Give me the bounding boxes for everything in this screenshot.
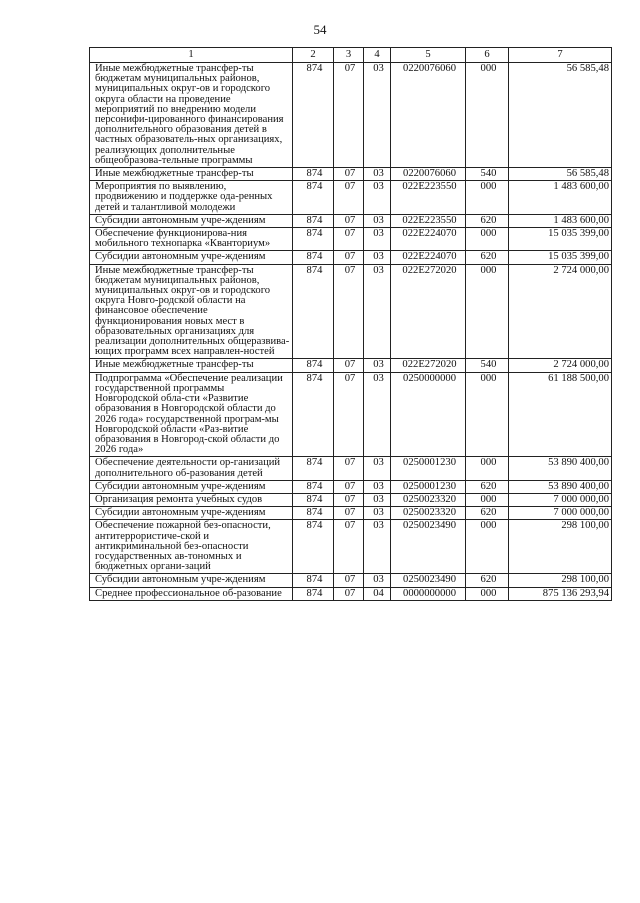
page-number: 54 bbox=[313, 22, 327, 37]
target-article-cell: 0250001230 bbox=[391, 457, 466, 480]
ministry-code-cell: 874 bbox=[293, 480, 334, 493]
expense-type-cell: 620 bbox=[466, 574, 509, 587]
expense-type-cell: 000 bbox=[466, 63, 509, 168]
table-row bbox=[90, 574, 612, 587]
subsection-code-cell: 03 bbox=[364, 480, 391, 493]
target-article-cell: 022Е223550 bbox=[391, 214, 466, 227]
amount-cell: 298 100,00 bbox=[509, 520, 612, 574]
row-name-cell: Мероприятия по выявлению, продвижению и поддержке ода-ренных детей и талантливой молодежи bbox=[90, 181, 293, 215]
table-row bbox=[90, 251, 612, 264]
ministry-code-cell: 874 bbox=[293, 168, 334, 181]
subsection-code-cell: 03 bbox=[364, 457, 391, 480]
ministry-code-cell: 874 bbox=[293, 228, 334, 251]
amount-cell: 7 000 000,00 bbox=[509, 493, 612, 506]
table-row bbox=[90, 457, 612, 480]
subsection-code-cell: 03 bbox=[364, 372, 391, 457]
ministry-code-cell: 874 bbox=[293, 587, 334, 600]
row-name-cell: Субсидии автономным учре-ждениям bbox=[90, 507, 293, 520]
ministry-code-cell: 874 bbox=[293, 520, 334, 574]
row-name-cell: Обеспечение пожарной без-опасности, антитеррористиче-ской и антикриминальной без-опасности государственных ав-тономных и бюджетных органи-заций bbox=[90, 520, 293, 574]
ministry-code-cell: 874 bbox=[293, 63, 334, 168]
table-row bbox=[90, 228, 612, 251]
subsection-code-cell: 03 bbox=[364, 493, 391, 506]
section-code-cell: 07 bbox=[334, 168, 364, 181]
ministry-code-cell: 874 bbox=[293, 574, 334, 587]
section-code-cell: 07 bbox=[334, 520, 364, 574]
subsection-code-cell: 03 bbox=[364, 264, 391, 359]
subsection-code-cell: 03 bbox=[364, 251, 391, 264]
ministry-code-cell: 874 bbox=[293, 251, 334, 264]
table-row bbox=[90, 359, 612, 372]
subsection-code-cell: 03 bbox=[364, 181, 391, 215]
target-article-cell: 022Е272020 bbox=[391, 359, 466, 372]
table-row bbox=[90, 372, 612, 457]
row-name-cell: Иные межбюджетные трансфер-ты бюджетам муниципальных районов, муниципальных округ-ов и городского округа Новго-родской области на финансовое обеспечение функционирования новых мест в образовательных организациях для реализации дополнительных общеразвива-ющих программ всех направлен-ностей bbox=[90, 264, 293, 359]
section-code-cell: 07 bbox=[334, 457, 364, 480]
section-code-cell: 07 bbox=[334, 181, 364, 215]
target-article-cell: 0250023320 bbox=[391, 507, 466, 520]
column-header: 6 bbox=[466, 48, 509, 63]
subsection-code-cell: 03 bbox=[364, 574, 391, 587]
subsection-code-cell: 03 bbox=[364, 507, 391, 520]
target-article-cell: 022Е224070 bbox=[391, 228, 466, 251]
row-name-cell: Среднее профессиональное об-разование bbox=[90, 587, 293, 600]
table-row bbox=[90, 587, 612, 600]
amount-cell: 56 585,48 bbox=[509, 63, 612, 168]
amount-cell: 298 100,00 bbox=[509, 574, 612, 587]
table-row bbox=[90, 493, 612, 506]
amount-cell: 1 483 600,00 bbox=[509, 181, 612, 215]
target-article-cell: 0250023490 bbox=[391, 574, 466, 587]
amount-cell: 7 000 000,00 bbox=[509, 507, 612, 520]
target-article-cell: 0250000000 bbox=[391, 372, 466, 457]
section-code-cell: 07 bbox=[334, 493, 364, 506]
expense-type-cell: 000 bbox=[466, 493, 509, 506]
subsection-code-cell: 03 bbox=[364, 63, 391, 168]
amount-cell: 15 035 399,00 bbox=[509, 228, 612, 251]
row-name-cell: Иные межбюджетные трансфер-ты бюджетам муниципальных районов, муниципальных округ-ов и городского округа области на проведение мероприятий по внедрению модели персонифи-цированного финансирования дополнительного образования детей в частных образователь-ных организациях, реализующих дополнительные общеобразова-тельные программы bbox=[90, 63, 293, 168]
table-row bbox=[90, 63, 612, 168]
subsection-code-cell: 03 bbox=[364, 214, 391, 227]
target-article-cell: 022Е272020 bbox=[391, 264, 466, 359]
amount-cell: 61 188 500,00 bbox=[509, 372, 612, 457]
expense-type-cell: 620 bbox=[466, 251, 509, 264]
target-article-cell: 0250023320 bbox=[391, 493, 466, 506]
subsection-code-cell: 03 bbox=[364, 520, 391, 574]
ministry-code-cell: 874 bbox=[293, 372, 334, 457]
table-row bbox=[90, 168, 612, 181]
section-code-cell: 07 bbox=[334, 214, 364, 227]
expense-type-cell: 000 bbox=[466, 457, 509, 480]
expense-type-cell: 540 bbox=[466, 359, 509, 372]
expense-type-cell: 000 bbox=[466, 264, 509, 359]
table-row bbox=[90, 214, 612, 227]
header-row bbox=[90, 48, 612, 63]
amount-cell: 875 136 293,94 bbox=[509, 587, 612, 600]
table-row bbox=[90, 264, 612, 359]
row-name-cell: Субсидии автономным учре-ждениям bbox=[90, 214, 293, 227]
expense-type-cell: 000 bbox=[466, 372, 509, 457]
amount-cell: 1 483 600,00 bbox=[509, 214, 612, 227]
expense-type-cell: 620 bbox=[466, 214, 509, 227]
table-row bbox=[90, 181, 612, 215]
ministry-code-cell: 874 bbox=[293, 181, 334, 215]
section-code-cell: 07 bbox=[334, 587, 364, 600]
section-code-cell: 07 bbox=[334, 251, 364, 264]
section-code-cell: 07 bbox=[334, 63, 364, 168]
table-row bbox=[90, 520, 612, 574]
row-name-cell: Иные межбюджетные трансфер-ты bbox=[90, 168, 293, 181]
target-article-cell: 0250023490 bbox=[391, 520, 466, 574]
subsection-code-cell: 03 bbox=[364, 228, 391, 251]
row-name-cell: Иные межбюджетные трансфер-ты bbox=[90, 359, 293, 372]
amount-cell: 56 585,48 bbox=[509, 168, 612, 181]
column-header: 2 bbox=[293, 48, 334, 63]
subsection-code-cell: 03 bbox=[364, 359, 391, 372]
column-header: 1 bbox=[90, 48, 293, 63]
section-code-cell: 07 bbox=[334, 228, 364, 251]
expense-type-cell: 620 bbox=[466, 507, 509, 520]
section-code-cell: 07 bbox=[334, 264, 364, 359]
amount-cell: 53 890 400,00 bbox=[509, 457, 612, 480]
column-header: 3 bbox=[334, 48, 364, 63]
expense-type-cell: 620 bbox=[466, 480, 509, 493]
expense-type-cell: 540 bbox=[466, 168, 509, 181]
expense-type-cell: 000 bbox=[466, 520, 509, 574]
column-header: 7 bbox=[509, 48, 612, 63]
column-header: 4 bbox=[364, 48, 391, 63]
amount-cell: 2 724 000,00 bbox=[509, 264, 612, 359]
ministry-code-cell: 874 bbox=[293, 493, 334, 506]
row-name-cell: Субсидии автономным учре-ждениям bbox=[90, 251, 293, 264]
expense-type-cell: 000 bbox=[466, 587, 509, 600]
section-code-cell: 07 bbox=[334, 359, 364, 372]
section-code-cell: 07 bbox=[334, 574, 364, 587]
row-name-cell: Обеспечение функционирова-ния мобильного технопарка «Кванториум» bbox=[90, 228, 293, 251]
row-name-cell: Обеспечение деятельности ор-ганизаций дополнительного об-разования детей bbox=[90, 457, 293, 480]
target-article-cell: 0250001230 bbox=[391, 480, 466, 493]
row-name-cell: Подпрограмма «Обеспечение реализации государственной программы Новгородской обла-сти «Развитие образования в Новгородской области до 2026 года» государственной програм-мы Новгородской области «Раз-витие образования в Новгород-ской области до 2026 года» bbox=[90, 372, 293, 457]
subsection-code-cell: 04 bbox=[364, 587, 391, 600]
budget-table bbox=[89, 47, 612, 601]
row-name-cell: Организация ремонта учебных судов bbox=[90, 493, 293, 506]
amount-cell: 2 724 000,00 bbox=[509, 359, 612, 372]
subsection-code-cell: 03 bbox=[364, 168, 391, 181]
table-row bbox=[90, 507, 612, 520]
amount-cell: 53 890 400,00 bbox=[509, 480, 612, 493]
section-code-cell: 07 bbox=[334, 480, 364, 493]
column-header: 5 bbox=[391, 48, 466, 63]
section-code-cell: 07 bbox=[334, 372, 364, 457]
expense-type-cell: 000 bbox=[466, 228, 509, 251]
ministry-code-cell: 874 bbox=[293, 264, 334, 359]
target-article-cell: 0220076060 bbox=[391, 63, 466, 168]
target-article-cell: 022Е223550 bbox=[391, 181, 466, 215]
target-article-cell: 0000000000 bbox=[391, 587, 466, 600]
section-code-cell: 07 bbox=[334, 507, 364, 520]
ministry-code-cell: 874 bbox=[293, 457, 334, 480]
target-article-cell: 022Е224070 bbox=[391, 251, 466, 264]
ministry-code-cell: 874 bbox=[293, 214, 334, 227]
expense-type-cell: 000 bbox=[466, 181, 509, 215]
amount-cell: 15 035 399,00 bbox=[509, 251, 612, 264]
row-name-cell: Субсидии автономным учре-ждениям bbox=[90, 480, 293, 493]
ministry-code-cell: 874 bbox=[293, 359, 334, 372]
target-article-cell: 0220076060 bbox=[391, 168, 466, 181]
table-row bbox=[90, 480, 612, 493]
ministry-code-cell: 874 bbox=[293, 507, 334, 520]
row-name-cell: Субсидии автономным учре-ждениям bbox=[90, 574, 293, 587]
